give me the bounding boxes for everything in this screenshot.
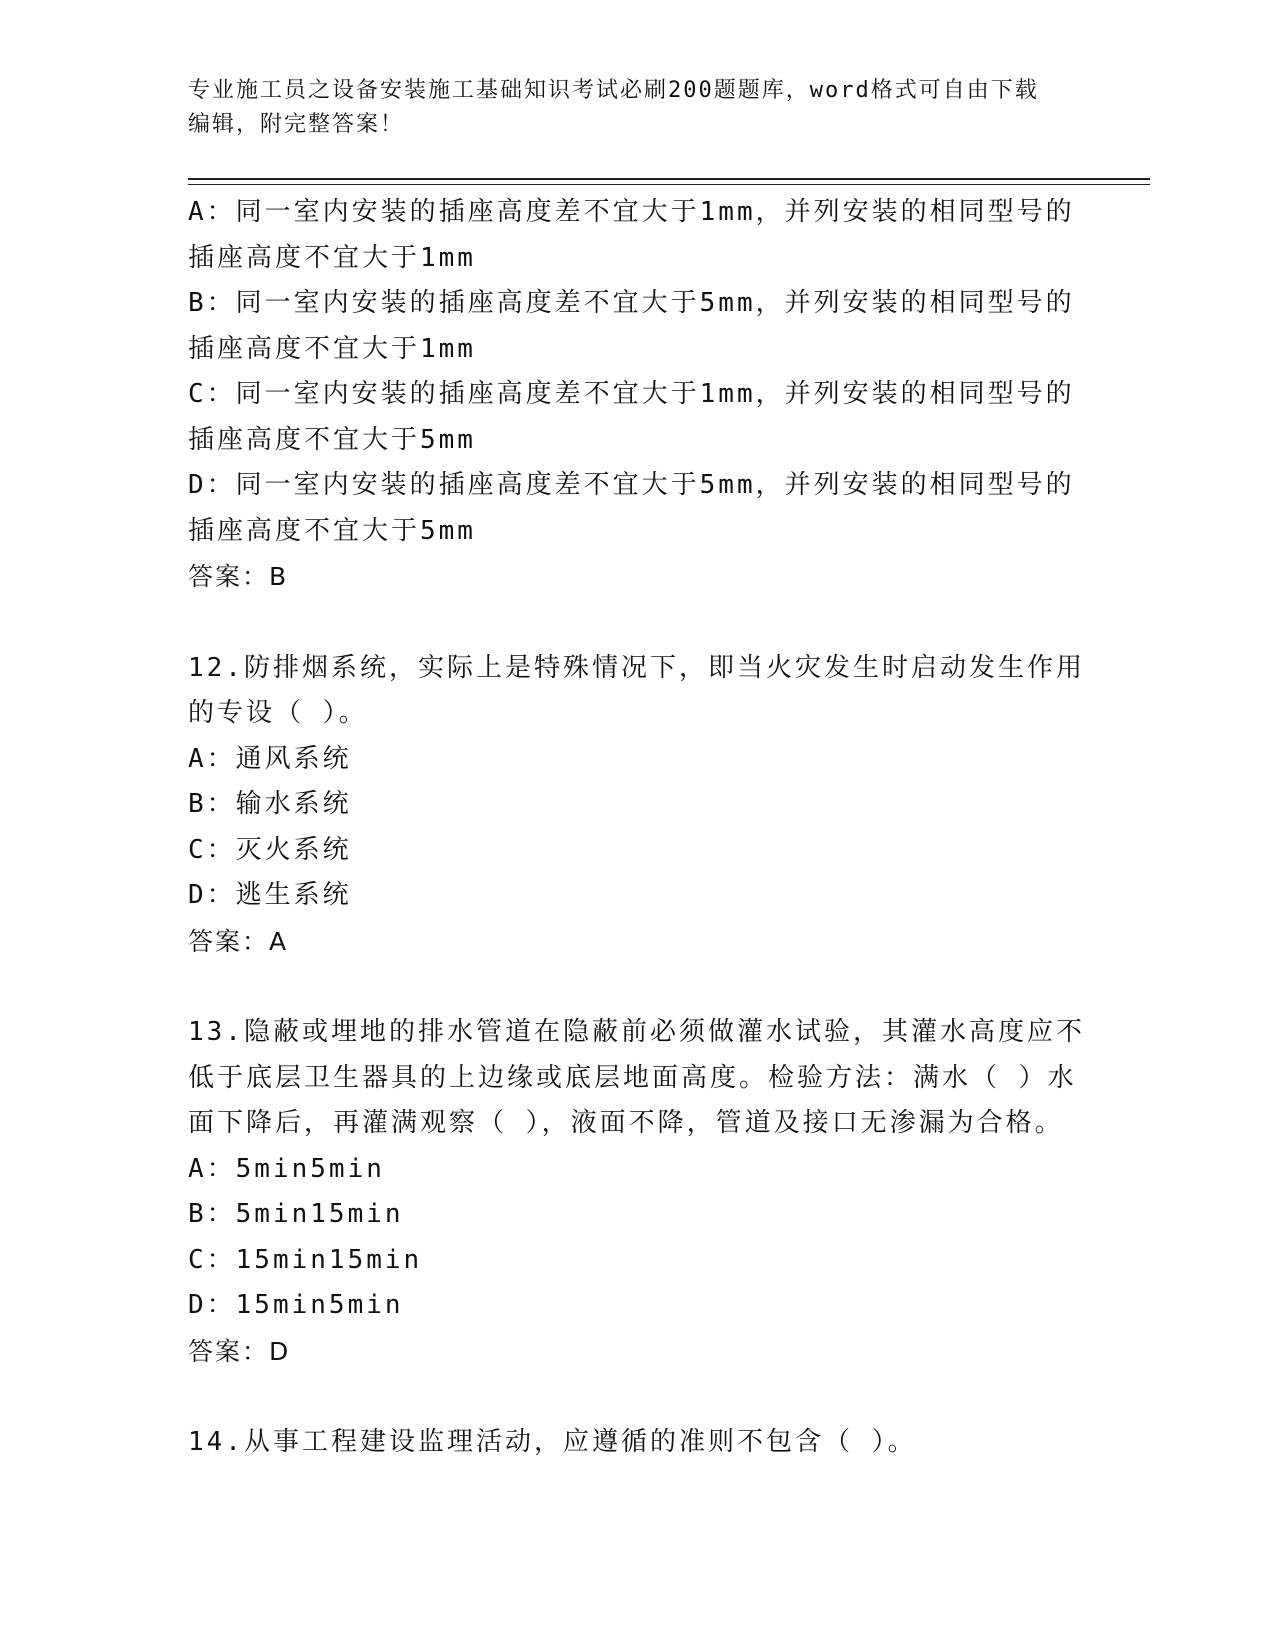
question-11	[188, 190, 1078, 600]
header-divider-thin	[188, 184, 1150, 185]
document-title-line-2: 编辑，附完整答案！	[188, 112, 405, 137]
option-c: C：15min15min	[188, 1244, 423, 1275]
question-stem: 12.防排烟系统，实际上是特殊情况下，即当火灾发生时启动发生作用 的专设（ ）。	[188, 652, 1085, 728]
option-b: B：同一室内安装的插座高度差不宜大于5mm，并列安装的相同型号的 插座高度不宜大于1mm	[188, 288, 1075, 364]
document-body	[188, 190, 1085, 1466]
option-b: B：输水系统	[188, 789, 352, 819]
option-c: C：同一室内安装的插座高度差不宜大于1mm，并列安装的相同型号的 插座高度不宜大于5mm	[188, 379, 1075, 455]
option-d: D：15min5min	[188, 1290, 404, 1320]
page-header	[188, 74, 1088, 142]
question-stem: 13.隐蔽或埋地的排水管道在隐蔽前必须做灌水试验，其灌水高度应不 低于底层卫生器具的上边缘或底层地面高度。检验方法：满水（ ）水 面下降后，再灌满观察（ ），液面不降，管道及接口无渗漏为合格。	[188, 1017, 1085, 1138]
option-a: A：5min5min	[188, 1153, 385, 1184]
option-b: B：5min15min	[188, 1199, 404, 1229]
question-stem: 14.从事工程建设监理活动，应遵循的准则不包含（ ）。	[188, 1427, 917, 1457]
header-divider-thick	[188, 178, 1150, 180]
question-12	[188, 646, 1085, 965]
option-d: D：逃生系统	[188, 880, 352, 910]
option-d: D：同一室内安装的插座高度差不宜大于5mm，并列安装的相同型号的 插座高度不宜大于5mm	[188, 470, 1075, 546]
answer-line: 答案：B	[188, 562, 289, 591]
document-title-line-1: 专业施工员之设备安装施工基础知识考试必刷200题题库，word格式可自由下载	[188, 78, 1039, 103]
question-13	[188, 1010, 1085, 1374]
option-a: A：同一室内安装的插座高度差不宜大于1mm，并列安装的相同型号的 插座高度不宜大于1mm	[188, 197, 1075, 273]
option-c: C：灭火系统	[188, 834, 352, 865]
question-14	[188, 1420, 1078, 1466]
answer-line: 答案：D	[188, 1336, 291, 1366]
option-a: A：通风系统	[188, 743, 352, 774]
answer-line: 答案：A	[188, 926, 289, 956]
